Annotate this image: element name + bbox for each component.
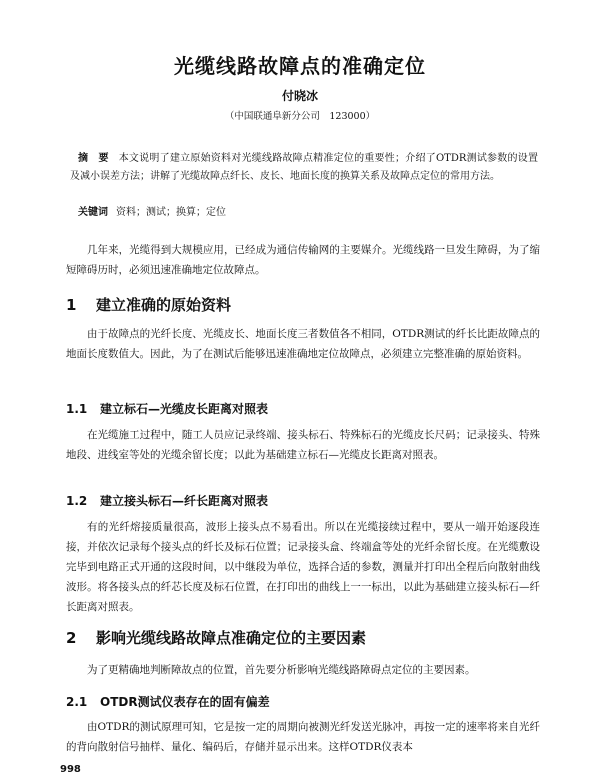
section-2-number: 2 <box>66 629 77 647</box>
author-name: 付晓冰 <box>281 89 318 103</box>
section-1-2-heading <box>66 492 540 510</box>
section-1-1-heading <box>66 400 540 418</box>
section-2-heading <box>66 627 540 649</box>
section-2-1-paragraph: 由OTDR的测试原理可知，它是按一定的周期向被测光纤发送光脉冲，再按一定的速率将来自光纤的背向散射信号抽样、量化、编码后，存储并显示出来。这样OTDR仪表本 <box>66 721 540 753</box>
abstract-label: 摘 要 <box>78 153 109 164</box>
section-1-1-title: 建立标石—光缆皮长距离对照表 <box>100 402 269 416</box>
section-1-title: 建立准确的原始资料 <box>96 296 232 314</box>
section-1-2-number: 1.2 <box>66 494 88 508</box>
section-2-title: 影响光缆线路故障点准确定位的主要因素 <box>96 629 367 647</box>
section-1-2-paragraph: 有的光纤熔接质量很高，波形上接头点不易看出。所以在光缆接续过程中，要从一端开始逐段连接，并依次记录每个接头点的纤长及标石位置；记录接头盒、终端盒等处的光纤余留长度。在光缆敷设完毕到电路正式开通的这段时间，以中继段为单位，选择合适的参数，测量并打印出全程后向散射曲线波形。将各接头点的纤芯长度及标石位置，在打印出的曲线上一一标出，以此为基础建立接头标石—纤长距离对照表。 <box>66 521 540 613</box>
author-affiliation: （中国联通阜新分公司 123000） <box>224 111 376 122</box>
section-2-1-heading <box>66 693 540 711</box>
section-1-1-paragraph: 在光缆施工过程中，随工人员应记录终端、接头标石、特殊标石的光缆皮长尺码；记录接头、特殊地段、进线室等处的光缆余留长度；以此为基础建立标石—光缆皮长距离对照表。 <box>66 429 540 461</box>
abstract-text: 本文说明了建立原始资料对光缆线路故障点精准定位的重要性；介绍了OTDR测试参数的设置及减小误差方法；讲解了光缆故障点纤长、皮长、地面长度的换算关系及故障点定位的常用方法。 <box>70 153 538 182</box>
keywords-label: 关键词 <box>78 207 108 218</box>
abstract <box>70 150 538 186</box>
section-2-1-title: OTDR测试仪表存在的固有偏差 <box>100 695 270 709</box>
section-1-paragraph: 由于故障点的光纤长度、光缆皮长、地面长度三者数值各不相同，OTDR测试的纤长比距故障点的地面长度数值大。因此，为了在测试后能够迅速准确地定位故障点，必须建立完整准确的原始资料。 <box>66 328 540 360</box>
section-2-1-number: 2.1 <box>66 695 88 709</box>
paper-title: 光缆线路故障点的准确定位 <box>174 54 426 78</box>
section-1-number: 1 <box>66 296 77 314</box>
keywords-text: 资料；测试；换算；定位 <box>116 207 226 218</box>
intro-paragraph: 几年来，光缆得到大规模应用，已经成为通信传输网的主要媒介。光缆线路一旦发生障碍，为了缩短障碍历时，必须迅速准确地定位故障点。 <box>66 244 540 276</box>
section-2-paragraph: 为了更精确地判断障故点的位置，首先要分析影响光缆线路障碍点定位的主要因素。 <box>87 664 476 676</box>
keywords <box>78 205 538 221</box>
page-number: 998 <box>60 764 81 775</box>
section-1-1-number: 1.1 <box>66 402 88 416</box>
section-1-2-title: 建立接头标石—纤长距离对照表 <box>100 494 269 508</box>
section-1-heading <box>66 294 540 316</box>
